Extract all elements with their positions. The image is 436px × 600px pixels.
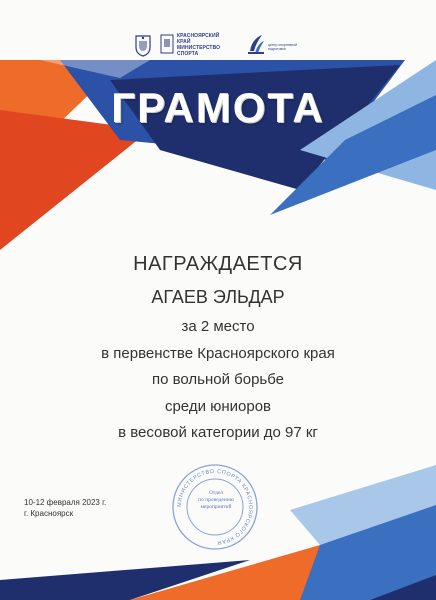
- ministry-emblem-icon: [160, 33, 174, 55]
- stamp-center-text: Отдел по проведению мероприятий: [198, 490, 234, 510]
- cspk-logo: [246, 33, 306, 59]
- sport-text: по вольной борьбе: [151, 371, 285, 388]
- event-city: г. Красноярск: [24, 509, 74, 518]
- event-date: 10-12 февраля 2023 г.: [24, 498, 107, 507]
- group-text: среди юниоров: [164, 398, 272, 415]
- stamp-ring-text: МИНИСТЕРСТВО СПОРТА КРАСНОЯРСКОГО КРАЯ: [176, 468, 254, 546]
- certificate-title: ГРАМОТА: [111, 84, 325, 131]
- logos-row: [0, 30, 436, 70]
- recipient-name: АГАЕВ ЭЛЬДАР: [151, 287, 285, 307]
- ministry-logo-text: КРАСНОЯРСКИЙ КРАЙ МИНИСТЕРСТВО СПОРТА: [177, 33, 221, 57]
- category-text: в весовой категории до 97 кг: [118, 424, 318, 441]
- cspk-emblem-icon: [246, 33, 266, 57]
- cspk-logo-text: центр спортивной подготовки: [268, 43, 298, 51]
- official-stamp: [170, 462, 260, 552]
- event-text: в первенстве Красноярского края: [101, 345, 335, 362]
- awarded-label: НАГРАЖДАЕТСЯ: [133, 253, 303, 275]
- place-text: за 2 место: [181, 318, 255, 335]
- ministry-logo: [160, 33, 220, 59]
- date-block: [24, 497, 106, 519]
- coat-of-arms-icon: [134, 33, 152, 57]
